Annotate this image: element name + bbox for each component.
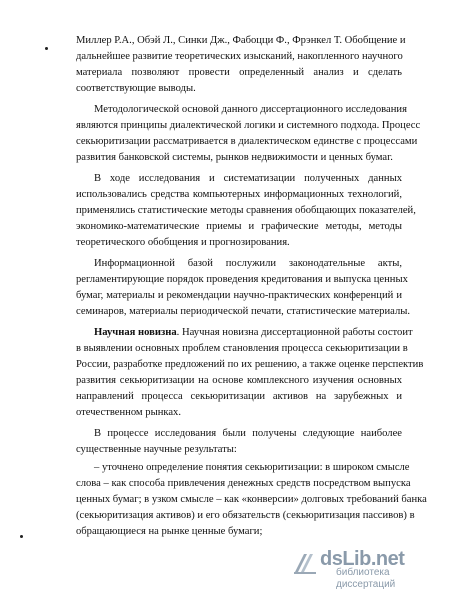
text-line: ценных бумаг; в узком смысле – как «конверсии» долговых требований банка bbox=[76, 494, 427, 505]
text-line: России, разработке предложений по их решению, а также оценке перспектив bbox=[76, 359, 424, 370]
text-line: регламентирующие порядок проведения кредитования и выпуска ценных bbox=[76, 274, 408, 285]
text-line: направлений процесса секьюритизации активов на зарубежных и bbox=[76, 391, 402, 402]
watermark-logo-text: dsLib.net bbox=[320, 548, 405, 570]
text-line: слова – как способа привлечения денежных средств посредством выпуска bbox=[76, 478, 411, 489]
novelty-intro: . Научная новизна диссертационной работы состоит bbox=[176, 327, 413, 338]
text-line: использовались средства компьютерных информационных технологий, bbox=[76, 189, 402, 200]
text-line: развития секьюритизации на основе комплексного изучения основных bbox=[76, 375, 402, 386]
text-line: семинаров, материалы периодической печати, статистические материалы. bbox=[76, 306, 410, 317]
text-line: теоретического обобщения и прогнозирования. bbox=[76, 237, 290, 248]
text-line: соответствующие выводы. bbox=[76, 83, 196, 94]
text-line: отечественном рынках. bbox=[76, 407, 181, 418]
text-line-novelty bbox=[94, 326, 413, 339]
text-line: Методологической основой данного диссертационного исследования bbox=[94, 104, 407, 115]
text-line: – уточнено определение понятия секьюритизации: в широком смысле bbox=[94, 462, 410, 473]
margin-dot-mark bbox=[20, 535, 23, 538]
text-line: материала позволяют провести определенный анализ и сделать bbox=[76, 67, 402, 78]
text-line: обращающиеся на рынке ценные бумаги; bbox=[76, 526, 263, 537]
text-line: применялись статистические методы сравнения обобщающих показателей, bbox=[76, 205, 416, 216]
dslib-logo-icon bbox=[292, 550, 318, 576]
text-line: В ходе исследования и систематизации полученных данных bbox=[94, 173, 402, 184]
text-line: существенные научные результаты: bbox=[76, 444, 237, 455]
text-line: Миллер Р.А., Обэй Л., Синки Дж., Фабоцци Ф., Фрэнкел Т. Обобщение и bbox=[76, 35, 406, 46]
text-line: в выявлении основных проблем становления процесса секьюритизации в bbox=[76, 343, 408, 354]
text-line: являются принципы диалектической логики и системного подхода. Процесс bbox=[76, 120, 421, 131]
text-line: Информационной базой послужили законодательные акты, bbox=[94, 258, 402, 269]
text-line: бумаг, материалы и рекомендации научно-практических конференций и bbox=[76, 290, 402, 301]
text-line: В процессе исследования были получены следующие наиболее bbox=[94, 428, 402, 439]
text-line: экономико-математические приемы и графические методы, методы bbox=[76, 221, 402, 232]
text-line: развития банковской системы, рынков недвижимости и ценных бумаг. bbox=[76, 152, 393, 163]
margin-dot-mark bbox=[45, 47, 48, 50]
dslib-watermark bbox=[292, 548, 448, 590]
text-line: дальнейшее развитие теоретических изысканий, накопленного научного bbox=[76, 51, 403, 62]
watermark-subtitle: библиотека диссертаций bbox=[336, 567, 396, 590]
novelty-heading: Научная новизна bbox=[94, 327, 177, 338]
text-line: секьюритизации рассматривается в диалектическом единстве с процессами bbox=[76, 136, 418, 147]
text-line: (секьюритизация активов) и его обязательств (секьюритизация пассивов) в bbox=[76, 510, 415, 521]
